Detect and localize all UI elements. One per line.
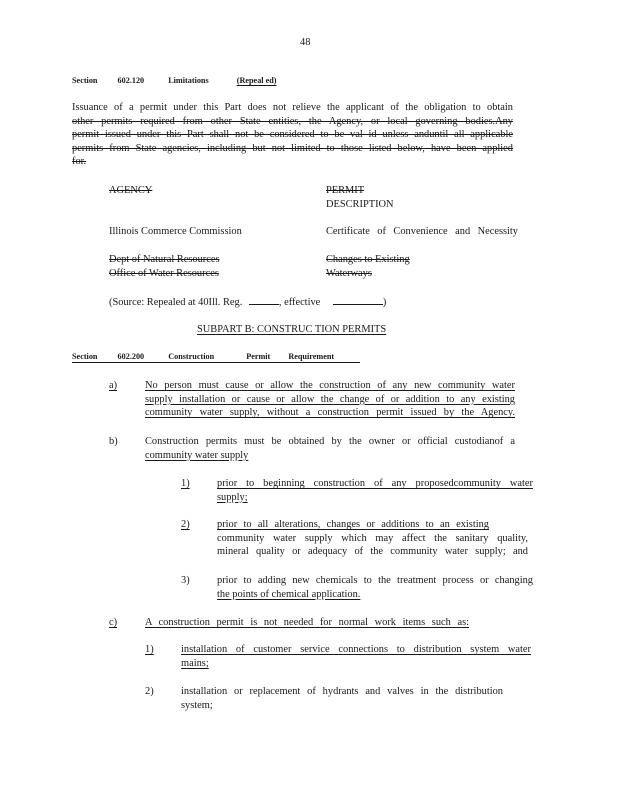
item-line: Construction permits must be obtained by the owner or official custodianof a	[145, 436, 515, 447]
item-line: supply installation or cause or allow the change of or addition to any existing	[145, 393, 515, 405]
item-line: supply;	[217, 491, 248, 503]
subitem-marker: 1)	[181, 478, 190, 489]
subitem-marker: 2)	[181, 519, 190, 530]
blank-line	[333, 295, 383, 305]
item-b-text	[145, 435, 515, 462]
subitem-b3-text	[217, 574, 533, 601]
item-line: community water supply which may affect the sanitary quality,	[217, 532, 528, 544]
section-title: Limitations	[168, 76, 209, 85]
page-number: 48	[300, 37, 311, 48]
item-line: installation of customer service connections to distribution system water	[181, 644, 531, 655]
subitem-marker: 2)	[145, 686, 154, 697]
subitem-c2-text	[181, 685, 503, 712]
item-line: mineral quality or adequacy of the community water supply; and	[217, 546, 528, 557]
item-line: prior to beginning construction of any proposedcommunity water	[217, 478, 533, 489]
section-label: Section	[72, 352, 98, 361]
item-marker: a)	[109, 380, 118, 391]
source-text: )	[382, 297, 387, 308]
item-line: installation or replacement of hydrants and valves in the distribution	[181, 686, 503, 697]
item-c-text: A construction permit is not needed for normal work items such as:	[145, 617, 469, 628]
paragraph-line: for.	[72, 156, 87, 167]
section-title: Construction	[168, 352, 215, 361]
subitem-b1-text	[217, 477, 533, 504]
source-line	[109, 295, 386, 310]
source-text: (Source: Repealed at 40Ill. Reg.	[109, 297, 243, 308]
item-marker: b)	[109, 436, 118, 447]
permit-cell: Changes to Existing	[326, 254, 410, 265]
agency-cell: Dept of Natural Resources	[109, 254, 220, 265]
paragraph-line: permit issued under this Part shall not be considered to be val id unless anduntil all applicable	[72, 129, 513, 140]
subitem-marker: 1)	[145, 644, 154, 655]
paragraph-line: other permits required from other State entities, the Agency, or local governing bodies.Any	[72, 115, 513, 127]
item-line: the points of chemical application.	[217, 588, 361, 600]
description-header: DESCRIPTION	[326, 199, 394, 210]
permit-header: PERMIT	[326, 185, 365, 196]
section-title: Permit	[246, 352, 271, 361]
agency-header: AGENCY	[109, 185, 153, 196]
subitem-b2-text	[217, 518, 528, 559]
item-line: No person must cause or allow the construction of any new community water	[145, 380, 515, 391]
subitem-marker: 3)	[181, 575, 190, 586]
section-602-200-heading	[72, 352, 360, 363]
issuance-paragraph	[72, 101, 513, 169]
section-number: 602.200	[117, 352, 145, 361]
paragraph-line: Issuance of a permit under this Part does not relieve the applicant of the obligation to obtain	[72, 102, 513, 113]
section-602-120-heading	[72, 76, 277, 85]
item-line: community water supply	[145, 449, 249, 461]
item-line: prior to all alterations, changes or additions to an existing	[217, 519, 489, 530]
agency-cell: Office of Water Resources	[109, 268, 219, 279]
blank-line	[249, 295, 279, 305]
section-label: Section	[72, 76, 98, 85]
permit-cell: Waterways	[326, 268, 372, 279]
permit-cell: Certificate of Convenience and Necessity	[326, 226, 518, 237]
item-marker: c)	[109, 617, 118, 628]
section-title: Requirement	[288, 352, 335, 361]
subpart-heading: SUBPART B: CONSTRUC TION PERMITS	[197, 324, 387, 335]
section-number: 602.120	[117, 76, 145, 85]
item-line: mains;	[181, 657, 209, 669]
subitem-c1-text	[181, 643, 531, 670]
item-a-text	[145, 379, 515, 420]
source-text: , effective	[278, 297, 321, 308]
paragraph-line: permits from State agencies, including but not limited to those listed below, have been applied	[72, 142, 513, 154]
item-line: community water supply, without a construction permit issued by the Agency.	[145, 407, 515, 418]
section-status: (Repeal ed)	[236, 76, 277, 85]
item-line: prior to adding new chemicals to the treatment process or changing	[217, 575, 533, 586]
agency-cell: Illinois Commerce Commission	[109, 226, 242, 237]
item-line: system;	[181, 699, 213, 711]
